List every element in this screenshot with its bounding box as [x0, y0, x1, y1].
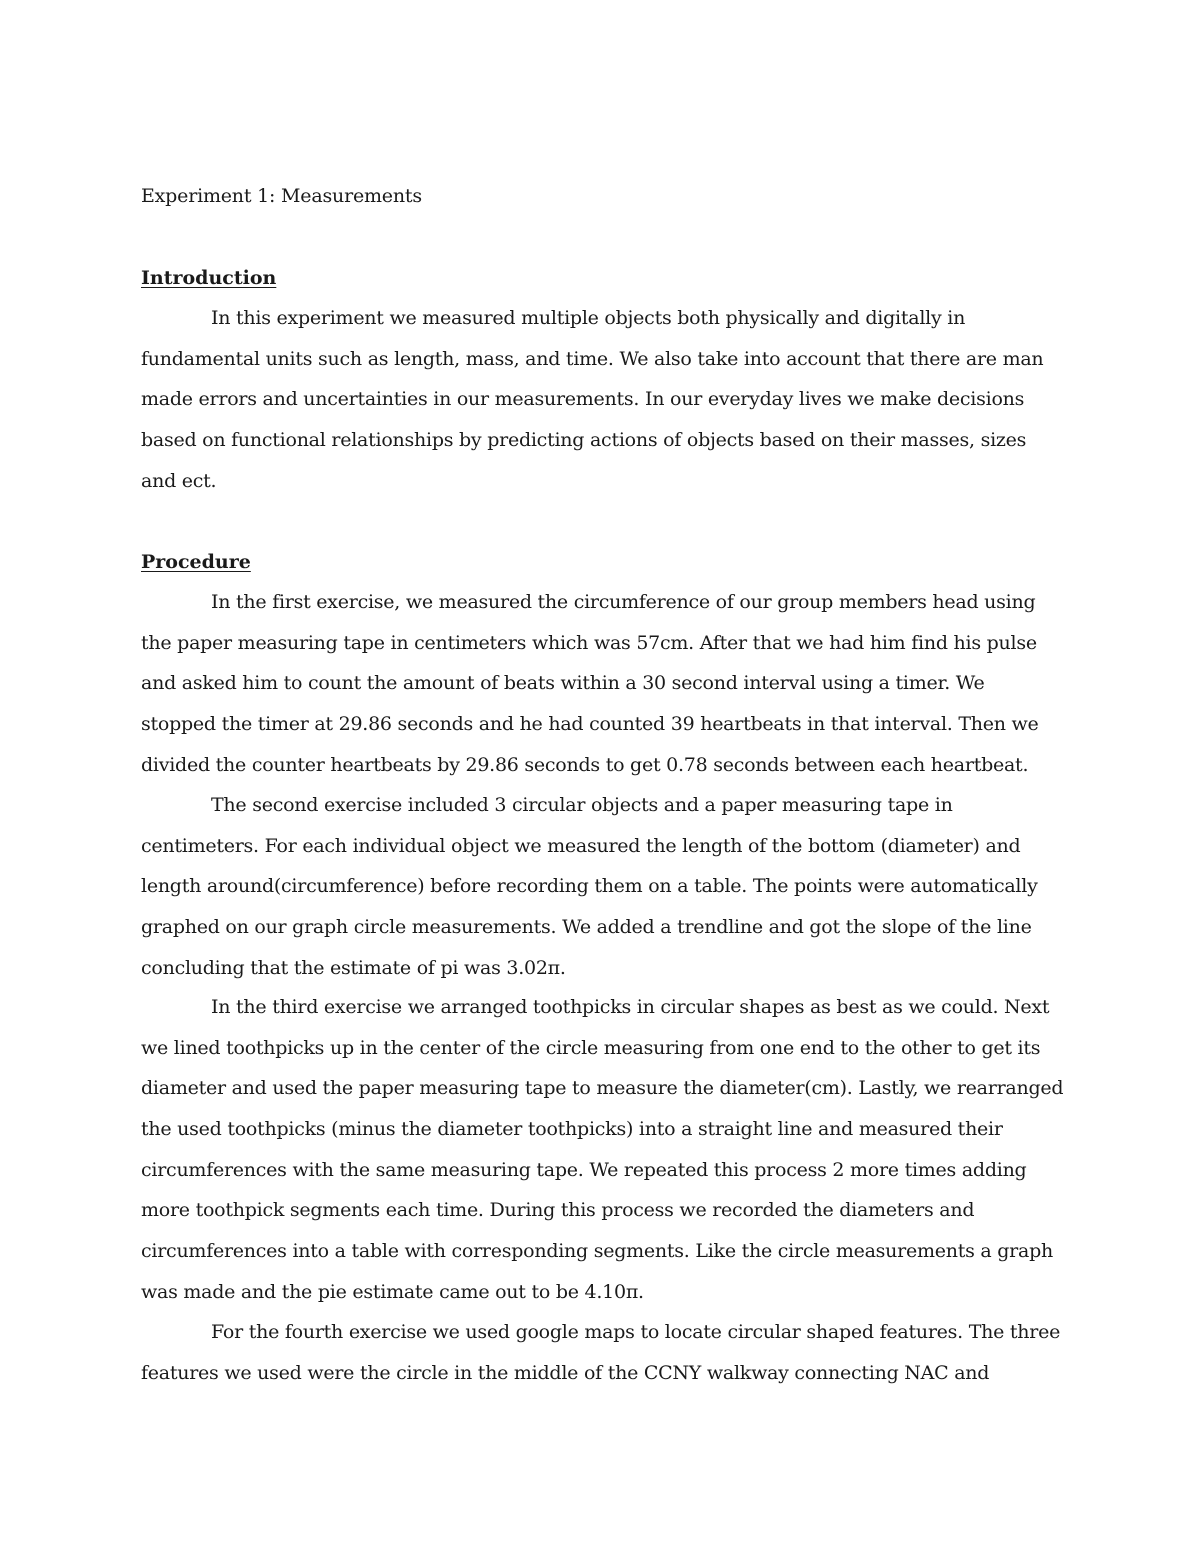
procedure-paragraph-1 [141, 582, 1061, 785]
paragraph-line: stopped the timer at 29.86 seconds and he had counted 39 heartbeats in that interval. Then we [141, 713, 1039, 736]
procedure-paragraph-3 [141, 987, 1064, 1313]
paragraph-line: made errors and uncertainties in our measurements. In our everyday lives we make decisions [141, 388, 1025, 411]
section-heading-introduction: Introduction [141, 267, 277, 289]
paragraph-line: In the third exercise we arranged toothpicks in circular shapes as best as we could. Next [211, 996, 1050, 1018]
section-heading-procedure: Procedure [141, 551, 251, 573]
paragraph-line: circumferences with the same measuring tape. We repeated this process 2 more times adding [141, 1158, 1027, 1181]
paragraph-line: the paper measuring tape in centimeters which was 57cm. After that we had him find his pulse [141, 631, 1037, 654]
paragraph-line: graphed on our graph circle measurements. We added a trendline and got the slope of the line [141, 916, 1032, 939]
paragraph-line: we lined toothpicks up in the center of the circle measuring from one end to the other to get its [141, 1036, 1041, 1059]
procedure-paragraph-4 [141, 1312, 1061, 1393]
paragraph-line: The second exercise included 3 circular objects and a paper measuring tape in [211, 794, 953, 816]
paragraph-line: In this experiment we measured multiple objects both physically and digitally in [211, 307, 966, 329]
paragraph-line: features we used were the circle in the middle of the CCNY walkway connecting NAC and [141, 1361, 990, 1384]
paragraph-line: based on functional relationships by predicting actions of objects based on their masses, sizes [141, 429, 1027, 452]
document-title: Experiment 1: Measurements [141, 185, 422, 207]
introduction-paragraph [141, 298, 1061, 501]
paragraph-line: length around(circumference) before recording them on a table. The points were automatically [141, 875, 1038, 898]
paragraph-line: and ect. [141, 469, 217, 492]
paragraph-line: diameter and used the paper measuring tape to measure the diameter(cm). Lastly, we rearranged [141, 1077, 1064, 1100]
paragraph-line: concluding that the estimate of pi was 3.02π. [141, 956, 566, 979]
paragraph-line: and asked him to count the amount of beats within a 30 second interval using a timer. We [141, 672, 985, 695]
paragraph-line: more toothpick segments each time. During this process we recorded the diameters and [141, 1199, 975, 1222]
paragraph-line: divided the counter heartbeats by 29.86 seconds to get 0.78 seconds between each heartbeat. [141, 753, 1029, 776]
paragraph-line: centimeters. For each individual object we measured the length of the bottom (diameter) and [141, 834, 1021, 857]
paragraph-line: fundamental units such as length, mass, and time. We also take into account that there are man [141, 347, 1044, 370]
paragraph-line: was made and the pie estimate came out to be 4.10π. [141, 1280, 644, 1303]
paragraph-line: circumferences into a table with corresponding segments. Like the circle measurements a graph [141, 1240, 1053, 1263]
procedure-paragraph-2 [141, 785, 1061, 988]
paragraph-line: For the fourth exercise we used google maps to locate circular shaped features. The three [211, 1321, 1061, 1343]
paragraph-line: the used toothpicks (minus the diameter toothpicks) into a straight line and measured their [141, 1118, 1003, 1141]
paragraph-line: In the first exercise, we measured the circumference of our group members head using [211, 591, 1036, 613]
